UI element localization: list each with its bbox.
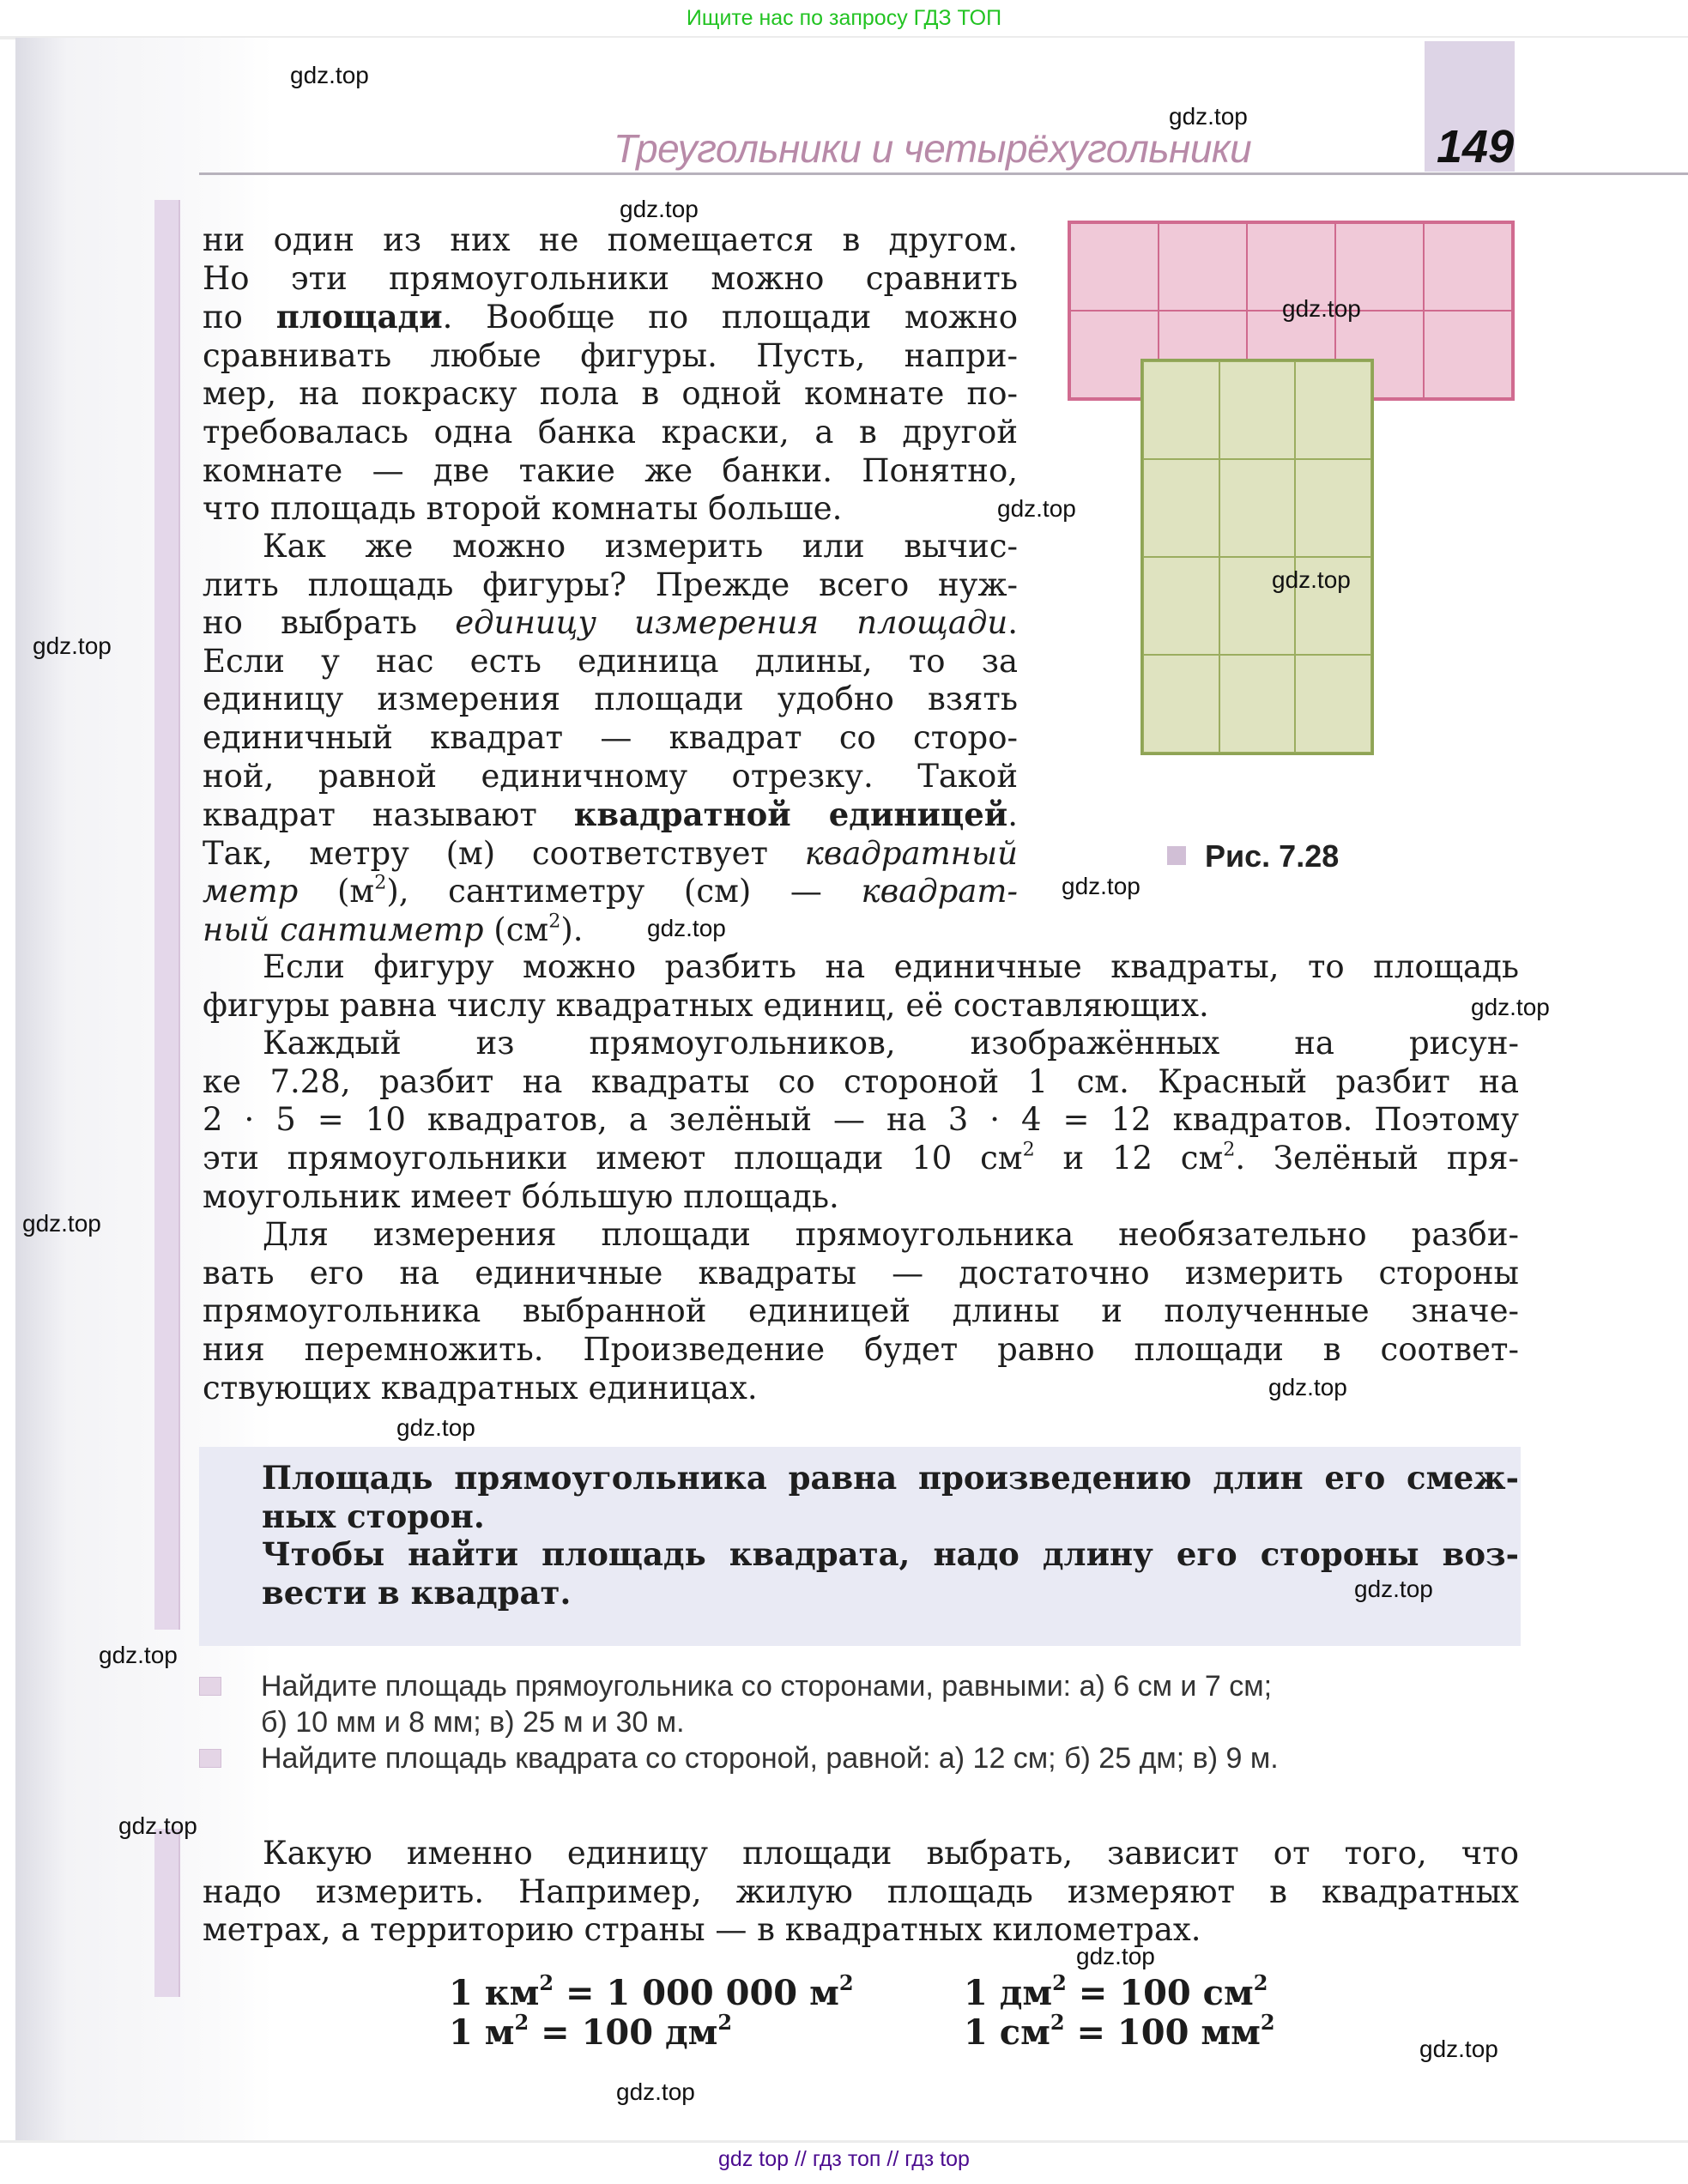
text-line: метр $(м^2)$, сантиметру (см) — квадрат- (203, 871, 1018, 911)
text-line: Если фигуру можно разбить на единичные квадраты, то площадь (263, 948, 1519, 985)
text-line: Если у нас есть единица длины, то за (203, 642, 1018, 680)
watermark: gdz.top (620, 196, 699, 222)
formula-cm2: 1 $см^2 = 100$ $мм^2$ (964, 2010, 1275, 2053)
green-rectangle-4x3 (1140, 359, 1374, 755)
top-banner: Ищите нас по запросу ГДЗ ТОП (0, 0, 1688, 36)
watermark: gdz.top (1169, 103, 1248, 130)
bottom-banner: gdz top // гдз топ // гдз top (718, 2147, 970, 2171)
margin-bar-bottom (154, 1829, 180, 1997)
formula-dm2: 1 $дм^2 = 100$ $см^2$ (964, 1970, 1268, 2013)
page-number: 149 (1437, 121, 1515, 172)
text-line: прямоугольника выбранной единицей длины и полученные значе- (203, 1292, 1519, 1330)
paragraph-definition (203, 948, 1519, 1407)
watermark: gdz.top (1268, 1374, 1347, 1401)
text-line: метрах, а территорию страны — в квадратных километрах. (203, 1911, 1201, 1949)
term-area: площади (275, 298, 443, 336)
watermark: gdz.top (1471, 994, 1550, 1020)
watermark: gdz.top (1062, 873, 1140, 899)
text-line: комнате — две такие же банки. Понятно, (203, 451, 1018, 489)
text-line: надо измерить. Например, жилую площадь измеряют в квадратных (203, 1872, 1519, 1910)
caption-text: Рис. 7.28 (1205, 838, 1340, 874)
text-line: что площадь второй комнаты больше. (203, 490, 843, 528)
rule-text (262, 1459, 1519, 1612)
text-line: Но эти прямоугольники можно сравнить (203, 259, 1018, 297)
text-line: единицу измерения площади удобно взять (203, 681, 1018, 718)
watermark: gdz.top (1272, 566, 1351, 593)
text-line: Для измерения площади прямоугольника необязательно разби- (263, 1216, 1519, 1254)
text-line: эти прямоугольники имеют площади 10 $см^2$ и 12 $см^2$. Зелёный пря- (203, 1138, 1520, 1177)
text-line: единичный квадрат — квадрат со сторо- (203, 718, 1018, 756)
unit-conversions (449, 1970, 1479, 2053)
watermark: gdz.top (997, 495, 1076, 522)
text-line: ной, равной единичному отрезку. Такой (203, 757, 1018, 795)
watermark: gdz.top (290, 62, 369, 88)
rule-line: Чтобы найти площадь квадрата, надо длину его стороны воз- (262, 1535, 1519, 1574)
text-line: квадрат называют квадратной единицей. (203, 796, 1018, 834)
text-line: ния перемножить. Произведение будет равно площади в соответ- (203, 1330, 1519, 1368)
text-line: лить площадь фигуры? Прежде всего нуж- (203, 566, 1018, 603)
watermark: gdz.top (118, 1812, 197, 1839)
formula-m2: 1 $м^2 = 100$ $дм^2$ (449, 2010, 733, 2053)
chapter-title: Треугольники и четырёхугольники (614, 126, 1252, 171)
text-line: по площади. Вообще по площади можно (203, 298, 1018, 336)
text-line: сравнивать любые фигуры. Пусть, напри- (203, 336, 1018, 374)
text-line: фигуры равна числу квадратных единиц, её составляющих. (203, 986, 1209, 1024)
paragraph-unit (203, 528, 1018, 950)
watermark: gdz.top (647, 915, 726, 941)
watermark: gdz.top (1354, 1576, 1433, 1602)
watermark: gdz.top (33, 632, 112, 659)
text-line: ни один из них не помещается в другом. (203, 221, 1018, 258)
watermark: gdz.top (22, 1210, 101, 1237)
text-line: Так, метру (м) соответствует квадратный (203, 834, 1018, 872)
watermark: gdz.top (1419, 2036, 1498, 2062)
paragraph-intro (203, 221, 1018, 529)
text-line: Как же можно измерить или вычис- (263, 528, 1018, 565)
watermark: gdz.top (616, 2078, 695, 2105)
task-line: Найдите площадь квадрата со стороной, равной: а) 12 см; б) 25 дм; в) 9 м. (261, 1742, 1279, 1775)
figure-caption (1167, 838, 1339, 874)
caption-marker-icon (1167, 846, 1186, 865)
text-line: Каждый из прямоугольников, изображённых на рисун- (263, 1025, 1519, 1062)
paragraph-choice (203, 1835, 1519, 1950)
text-line: ствующих квадратных единицах. (203, 1369, 758, 1407)
task-line: б) 10 мм и 8 мм; в) 25 м и 30 м. (261, 1706, 685, 1739)
rule-line: Площадь прямоугольника равна произведению длин его смеж- (262, 1459, 1519, 1497)
term-unit-of-area: единицу измерения площади (455, 604, 1008, 642)
margin-bar-top (154, 200, 180, 1630)
text-line: вать его на единичные квадраты — достаточно измерить стороны (203, 1254, 1519, 1292)
text-line: ке 7.28, разбит на квадраты со стороной 1 см. Красный разбит на (203, 1062, 1519, 1100)
task-marker-icon (199, 1677, 221, 1696)
text-line: но выбрать единицу измерения площади. (203, 604, 1018, 642)
text-line: ный сантиметр $(см^2)$. (203, 910, 584, 948)
text-line: требовалась одна банка краски, а в другой (203, 413, 1018, 451)
term-square-unit: квадратной единицей (573, 796, 1008, 834)
watermark: gdz.top (396, 1414, 475, 1441)
text-line: Какую именно единицу площади выбрать, зависит от того, что (263, 1835, 1519, 1872)
rule-line: ных сторон. (262, 1497, 485, 1535)
text-line: мер, на покраску пола в одной комнате по- (203, 375, 1018, 413)
formula-km2: 1 $км^2 = 1$ 000 000 $м^2$ (449, 1970, 854, 2013)
watermark: gdz.top (1282, 295, 1361, 322)
watermark: gdz.top (99, 1642, 178, 1668)
text-line: 2 · 5 = 10 квадратов, а зелёный — на 3 · 4 = 12 квадратов. Поэтому (203, 1101, 1519, 1139)
text-line: моугольник имеет бóльшую площадь. (203, 1177, 839, 1215)
task-line: Найдите площадь прямоугольника со сторонами, равными: а) 6 см и 7 см; (261, 1670, 1273, 1703)
rule-line: вести в квадрат. (262, 1573, 572, 1612)
watermark: gdz.top (1076, 1943, 1155, 1969)
task-marker-icon (199, 1749, 221, 1768)
header-divider (199, 172, 1688, 175)
